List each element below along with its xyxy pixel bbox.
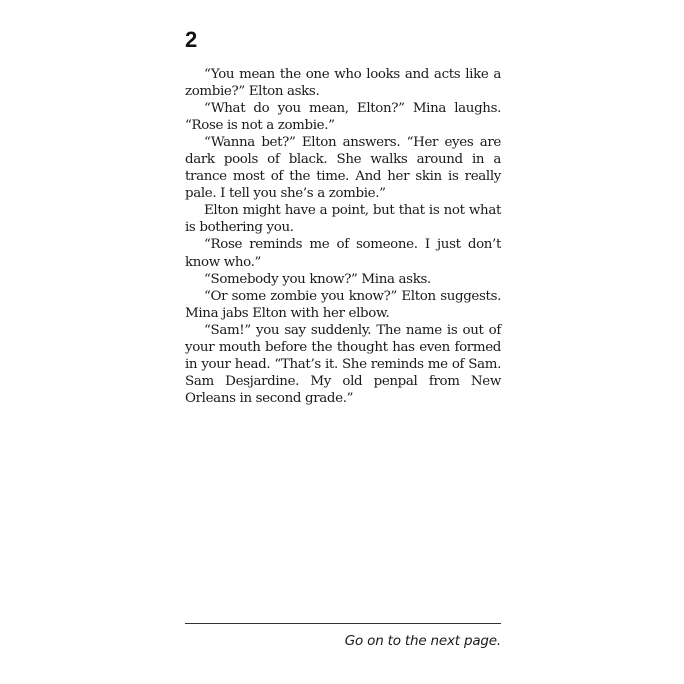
story-paragraph: Elton might have a point, but that is not what is bothering you. xyxy=(185,203,501,236)
story-paragraph: “Somebody you know?” Mina asks. xyxy=(204,271,431,287)
story-paragraph: “What do you mean, Elton?” Mina laughs. “Rose is not a zombie.” xyxy=(185,101,501,134)
footer-divider xyxy=(185,623,501,624)
story-paragraph: “Sam!” you say suddenly. The name is out of your mouth before the thought has even formed in your head. “That’s it. She reminds me of Sam. Sam Desjardine. My old penpal from New Orleans in second grade.” xyxy=(185,322,501,406)
page-number: 2 xyxy=(185,27,198,52)
story-paragraph: “Rose reminds me of someone. I just don’t know who.” xyxy=(185,237,501,270)
story-text xyxy=(185,66,501,407)
story-paragraph: “You mean the one who looks and acts like a zombie?” Elton asks. xyxy=(185,67,501,100)
next-page-instruction: Go on to the next page. xyxy=(344,633,501,649)
story-paragraph: “Or some zombie you know?” Elton suggests. Mina jabs Elton with her elbow. xyxy=(185,288,501,321)
story-paragraph: “Wanna bet?” Elton answers. “Her eyes are dark pools of black. She walks around in a trance most of the time. And her skin is really pale. I tell you she’s a zombie.” xyxy=(185,135,501,202)
